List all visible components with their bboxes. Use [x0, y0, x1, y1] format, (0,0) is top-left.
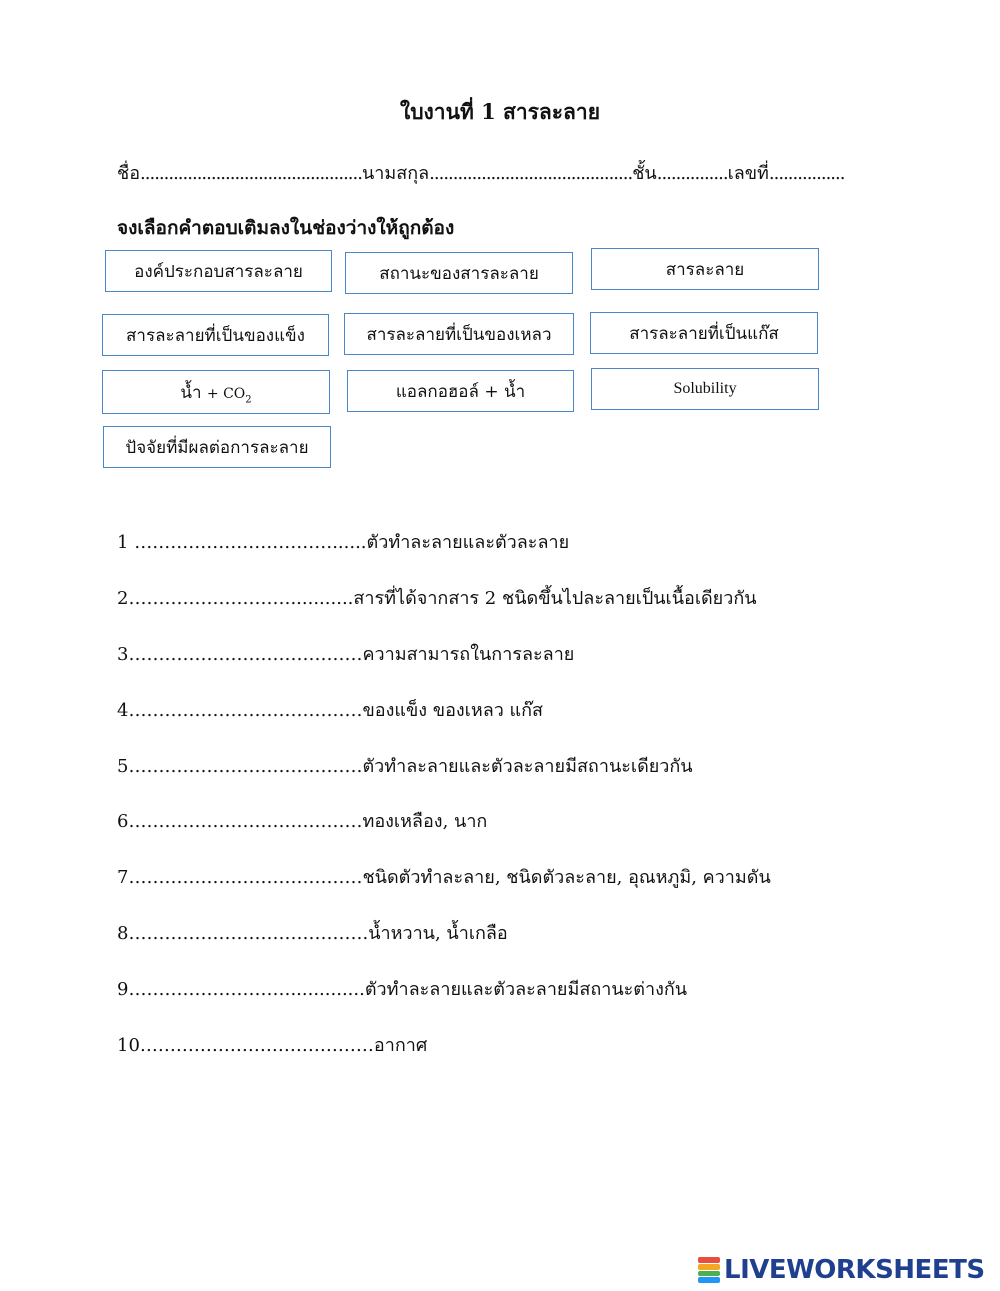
answer-blank[interactable]: ………………………………… [128, 811, 363, 832]
choice-label: น้ำ + $CO_2$ [180, 382, 252, 405]
question-8 [117, 918, 508, 947]
choice-label: สารละลายที่เป็นของแข็ง [126, 325, 305, 346]
surname-label: นามสกุล [361, 163, 430, 184]
student-info-line [117, 158, 844, 187]
question-prompt: น้ำหวาน, น้ำเกลือ [368, 923, 508, 944]
question-7 [117, 862, 771, 891]
question-prompt: ตัวทำละลายและตัวละลายมีสถานะต่างกัน [364, 979, 688, 1000]
question-prompt: ทองเหลือง, นาก [362, 811, 488, 832]
choice-box-liquid-solution[interactable] [344, 313, 574, 355]
question-number: 9 [117, 979, 129, 1000]
choice-label: Solubility [673, 380, 737, 397]
choice-box-solution-state[interactable] [345, 252, 573, 294]
name-blank[interactable]: ............................................... [140, 163, 362, 184]
question-number: 7 [117, 867, 129, 888]
question-2 [117, 583, 757, 612]
question-prompt: สารที่ได้จากสาร 2 ชนิดขึ้นไปละลายเป็นเนื้อเดียวกัน [353, 588, 757, 609]
choice-box-solid-solution[interactable] [102, 314, 329, 356]
choice-label: สถานะของสารละลาย [379, 263, 539, 284]
brand-name: LIVEWORKSHEETS [724, 1255, 985, 1285]
question-prompt: ชนิดตัวทำละลาย, ชนิดตัวละลาย, อุณหภูมิ, ความดัน [362, 867, 771, 888]
number-label: เลขที่ [727, 163, 769, 184]
question-1 [117, 527, 569, 556]
question-9 [117, 974, 687, 1003]
choice-label: องค์ประกอบสารละลาย [134, 261, 303, 282]
answer-blank[interactable]: ………………………………… [128, 756, 363, 777]
surname-blank[interactable]: ........................................... [429, 163, 633, 184]
choice-box-water-co2[interactable] [102, 370, 330, 414]
name-label: ชื่อ [117, 163, 141, 184]
question-number: 5 [117, 756, 129, 777]
answer-blank[interactable]: ………………………............. [128, 979, 365, 1000]
answer-blank[interactable]: ………………………………… [139, 1035, 374, 1056]
choice-box-solubility[interactable] [591, 368, 819, 410]
liveworksheets-brand [698, 1253, 985, 1287]
question-6 [117, 806, 487, 835]
choice-box-alcohol-water[interactable] [347, 370, 574, 412]
answer-blank[interactable]: ………………………........... [128, 588, 354, 609]
question-number: 6 [117, 811, 129, 832]
question-number: 2 [117, 588, 129, 609]
question-prompt: ตัวทำละลายและตัวละลายมีสถานะเดียวกัน [362, 756, 693, 777]
choice-label: สารละลายที่เป็นของเหลว [366, 324, 552, 345]
choice-box-solubility-factors[interactable] [103, 426, 331, 468]
question-number: 1 [117, 532, 135, 553]
question-prompt: ของแข็ง ของเหลว แก๊ส [362, 700, 544, 721]
choice-label: แอลกอฮอล์ + น้ำ [395, 381, 526, 402]
choice-box-solution[interactable] [591, 248, 819, 290]
question-5 [117, 751, 693, 780]
answer-blank[interactable]: ……………………………...... [134, 532, 367, 553]
question-prompt: ความสามารถในการละลาย [362, 644, 575, 665]
question-number: 3 [117, 644, 129, 665]
answer-blank[interactable]: ………………………………… [128, 867, 363, 888]
question-4 [117, 695, 543, 724]
question-number: 4 [117, 700, 129, 721]
class-blank[interactable]: ............... [656, 163, 728, 184]
choice-label: สารละลายที่เป็นแก๊ส [629, 323, 779, 344]
question-10 [117, 1030, 427, 1059]
choice-box-solution-components[interactable] [105, 250, 332, 292]
choice-label: สารละลาย [665, 259, 745, 280]
answer-blank[interactable]: ………………………………… [128, 644, 363, 665]
liveworksheets-logo-icon [698, 1257, 720, 1283]
class-label: ชั้น [632, 163, 657, 184]
answer-blank[interactable]: …………………………………. [128, 923, 369, 944]
question-prompt: อากาศ [373, 1035, 428, 1056]
choice-label: ปัจจัยที่มีผลต่อการละลาย [125, 437, 309, 458]
answer-blank[interactable]: ………………………………… [128, 700, 363, 721]
choice-box-gas-solution[interactable] [590, 312, 818, 354]
question-number: 8 [117, 923, 129, 944]
instruction-text: จงเลือกคำตอบเติมลงในช่องว่างให้ถูกต้อง [117, 217, 455, 239]
question-prompt: ตัวทำละลายและตัวละลาย [366, 532, 570, 553]
number-blank[interactable]: ................ [768, 163, 845, 184]
question-number: 10 [117, 1035, 140, 1056]
worksheet-title: ใบงานที่ 1 สารละลาย [399, 99, 601, 124]
question-3 [117, 639, 574, 668]
